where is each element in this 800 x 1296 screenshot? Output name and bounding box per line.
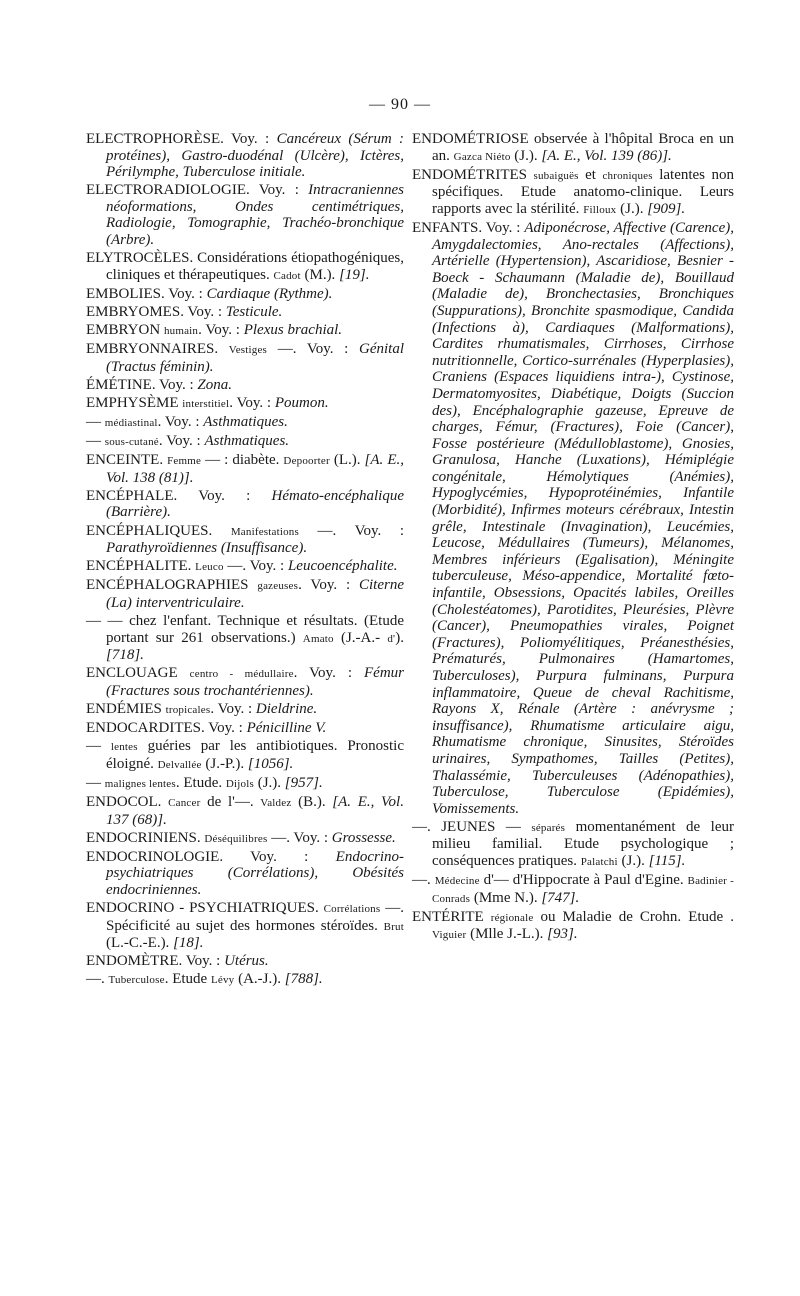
entry-text: [19]. [339, 266, 370, 283]
entry-text: [957]. [284, 774, 323, 791]
entry-text: ENDOMÉTRITES [412, 166, 534, 183]
entry-text: ENDOCRINO - PSYCHIATRIQUES. [86, 900, 324, 917]
entry-text: Testicule. [225, 303, 283, 320]
entry-text: Plexus brachial. [243, 322, 343, 339]
entry-text: (J.). [616, 200, 648, 217]
entry-text: lentes [110, 741, 138, 754]
index-entry [86, 701, 404, 719]
entry-text: Déséquilibres [204, 832, 268, 845]
entry-text: —. Voy. : [267, 341, 359, 358]
index-entry [412, 220, 734, 817]
index-entry [86, 720, 404, 737]
entry-text: Asthmatiques. [203, 414, 288, 430]
index-entry [86, 377, 404, 394]
entry-text: Cadot [273, 269, 301, 282]
entry-text: [93]. [547, 926, 578, 943]
entry-text: ENCÉPHALITE. [86, 558, 196, 575]
entry-text: EMBRYON [86, 322, 164, 339]
entry-text: [115]. [648, 853, 686, 870]
entry-text: d' [387, 632, 396, 645]
entry-text: Poumon. [274, 394, 329, 411]
entry-text: Pénicilline V. [246, 720, 327, 737]
index-entry [86, 849, 404, 899]
entry-text: — : diabète. [201, 452, 284, 469]
entry-text: Génital (Tractus féminin). [106, 341, 404, 375]
entry-text: (Mlle J.-L.). [466, 926, 548, 943]
entry-text: [909]. [647, 200, 686, 217]
index-entry [86, 433, 404, 451]
entry-text: ENCEINTE. [86, 452, 168, 469]
entry-text: Dieldrine. [255, 701, 318, 717]
entry-text: . Voy. : [293, 665, 365, 682]
index-entry [86, 523, 404, 557]
entry-text: Brut [383, 920, 404, 933]
index-entry [86, 577, 404, 611]
entry-text: Filloux [583, 203, 617, 216]
entry-text: — [86, 414, 105, 430]
entry-text: Adiponécrose, Affective (Carence), Amygdalectomies, Ano-rectales (Affections), Artérielle (Hypertension), Ascaridiose, Besnier - Boeck - Schaumann (Maladie de), Bouillaud (Maladie de), Bronchectasies, Bronchiques (Suppurations), Bronchite spasmodique, Candida (Infections à), Cardiaques (Malformations), Cardites rhumatismales, Cirrhoses, Cirrhose nutritionnelle, Cortico-surrénales (Hyperplasies), Craniens (Espaces liquidiens intra-), Cystinose, Dermatomyosites, Diabétique, Doigts (Succion des), Encéphalographie gazeuse, Epreuve de charges, Fémur, (Fractures), Foie (Cancer), Fosse postérieure (Médulloblastome), Gnosies, Granulosa, Hanche (Luxations), Hémiplégie congénitale, Hémolytiques (Anémies), Hypoglycémies, Hypoprotéinémies, Infantile (Morbidité), Infirmes moteurs cérébraux, Intestin grêle, Intestinale (Invagination), Leucémies, Leucose, Médullaires (Tumeurs), Mélanomes, Membres inférieurs (Egalisation), Méningite tuberculeuse, Méso-appendice, Mortalité fœto-infantile, Obsessions, Opacités labiles, Oreilles (Cholestéatomes), Parotidites, Pleurésies, Plèvre (Cancer), Pneumopathies virales, Poignet (Fractures), Poliomyélitiques, Préanesthésies, Prématurés, Pulmonaires (Hamartomes, Tuberculoses), Purpura fulminans, Purpura inflammatoire, Queue de cheval Rachitisme, Rayons X, Rénale (Artère : anévrysme ; insuffisance), Rhumatisme articulaire aigu, Rhumatisme chronique, Sinusites, Stéroïdes urinaires, Sympathomes, Tailles (Petites), Thalassémie, Tuberculeuses (Adénopathies), Tuberculose, Tuberculose (Epidémies), Vomissements. [432, 219, 734, 817]
entry-text: Valdez [260, 796, 292, 809]
entry-text: Utérus. [224, 953, 269, 970]
entry-text: ENTÉRITE [412, 908, 491, 925]
entry-text: (L.). [329, 452, 365, 469]
entry-text: —. Voy. : [299, 522, 404, 539]
entry-text: ENDOCRINOLOGIE. Voy. : [86, 848, 336, 865]
entry-text: —. Voy. : [223, 558, 288, 575]
entry-text: [A. E., Vol. 137 (68)]. [106, 793, 404, 828]
entry-text: Médecine [434, 875, 480, 888]
entry-text: Zona. [197, 376, 232, 393]
entry-text: Cancéreux (Sérum : protéines), Gastro-duodénal (Ulcère), Ictères, Périlymphe, Tuberculose initiale. [106, 131, 405, 181]
entry-text: Cardiaque (Rythme). [206, 285, 333, 302]
entry-text: —. Spécificité au sujet des hormones stéroïdes. [106, 900, 404, 934]
entry-text: humain [163, 325, 199, 338]
entry-text: Viguier [432, 929, 467, 942]
entry-text: ENDOMÉTRIOSE observée à l'hôpital Broca en un an. [412, 131, 734, 164]
entry-text: . Voy. : [229, 394, 275, 411]
entry-text: . Voy. : [210, 701, 256, 717]
index-entry [86, 900, 404, 952]
entry-text: —. [412, 872, 435, 889]
entry-text: ENFANTS. Voy. : [412, 219, 525, 236]
entry-text: ENDOMÈTRE. Voy. : [86, 953, 225, 970]
entry-text: . Voy. : [298, 577, 359, 594]
index-entry [86, 395, 404, 413]
entry-text: ENDOCRINIENS. [86, 829, 205, 846]
entry-text: Cancer [168, 796, 201, 809]
index-entry [86, 775, 404, 793]
entry-text: (B.). [291, 793, 333, 810]
entry-text: interstitiel [182, 397, 230, 410]
entry-text: ENCÉPHALOGRAPHIES [86, 577, 258, 594]
index-entry [86, 250, 404, 284]
index-entry [86, 613, 404, 664]
entry-text: Dijols [225, 777, 254, 790]
entry-text: latentes non spécifiques. Etude anatomo-clinique. Leurs rapports avec la stérilité. [432, 166, 734, 217]
entry-text: [A. E., Vol. 138 (81)]. [106, 452, 404, 486]
entry-text: (J.-P.). [201, 755, 248, 772]
entry-text: chroniques [602, 169, 653, 182]
entry-text: — [86, 433, 105, 450]
entry-text: séparés [531, 821, 566, 834]
entry-text: [788]. [284, 971, 323, 988]
index-entry [86, 414, 404, 432]
entry-text: ENDOCARDITES. Voy. : [86, 720, 247, 737]
entry-text: [A. E., Vol. 139 (86)]. [541, 147, 672, 164]
index-entry [86, 488, 404, 521]
index-entry [86, 182, 404, 248]
entry-text: Endocrino-psychiatriques (Corrélations), Obésités endocriniennes. [106, 848, 404, 898]
entry-text: (J.-A.- [333, 629, 388, 646]
entry-text: (Mme N.). [470, 889, 542, 906]
entry-text: ELECTROPHORÈSE. Voy. : [86, 131, 277, 147]
entry-text: [747]. [541, 889, 580, 906]
entry-text: (J.). [510, 147, 542, 164]
entry-text: Gazca Niéto [453, 150, 511, 163]
entry-text: —. JEUNES — [412, 818, 532, 835]
page-number: — 90 — [369, 96, 431, 113]
entry-text: Citerne (La) interventriculaire. [106, 577, 404, 611]
entry-text: Lévy [210, 974, 235, 987]
entry-text: ENDOCOL. [86, 793, 169, 810]
entry-text: [718]. [106, 647, 144, 664]
entry-text: malignes lentes [104, 777, 176, 790]
index-entry [412, 131, 734, 165]
index-entry [412, 909, 734, 944]
entry-text: Depoorter [283, 455, 330, 468]
entry-text: —. [86, 971, 109, 988]
entry-text: ENCÉPHALE. Voy. : [86, 487, 272, 504]
entry-text: sous-cutané [104, 436, 159, 449]
entry-text: —. Voy. : [267, 829, 332, 846]
entry-text: EMBOLIES. Voy. : [86, 285, 207, 302]
entry-text: ELYTROCÈLES. Considérations étiopathogéniques, cliniques et thérapeutiques. [86, 250, 404, 283]
index-entry [86, 665, 404, 699]
entry-text: Intracraniennes néoformations, Ondes centimétriques, Radiologie, Tomographie, Trachéo-bronchique (Arbre). [106, 182, 404, 249]
entry-text: ÉMÉTINE. Voy. : [86, 376, 198, 393]
entry-text: Amato [302, 632, 334, 645]
entry-text: — [86, 774, 105, 791]
index-entry [412, 167, 734, 219]
entry-text: momentanément de leur milieu familial. Etude psychologique ; conséquences pratiques. [432, 818, 734, 870]
entry-text: . Etude. [175, 774, 226, 791]
entry-text: ou Maladie de Crohn. Etude . [533, 908, 734, 925]
entry-text: — — chez l'enfant. Technique et résultats. (Etude portant sur 261 observations.) [86, 613, 404, 646]
entry-text: . Voy. : [157, 414, 204, 430]
entry-text: Grossesse. [331, 829, 396, 846]
entry-text: d'— d'Hippocrate à Paul d'Egine. [479, 872, 688, 889]
entry-text: Fémur (Fractures sous trochantériennes). [106, 665, 405, 699]
entry-text: EMBRYONNAIRES. [86, 341, 229, 358]
entry-text: gazeuses [257, 580, 299, 593]
entry-text: régionale [490, 911, 534, 924]
entry-text: . Etude [164, 971, 211, 988]
entry-text: Manifestations [230, 525, 299, 538]
index-entry [86, 971, 404, 989]
entry-text: Hémato-encéphalique (Barrière). [106, 487, 404, 521]
entry-text: (A.-J.). [234, 971, 285, 988]
entry-text: centro - médullaire [189, 668, 294, 681]
entry-text: . Voy. : [198, 322, 244, 339]
index-entry [86, 953, 404, 970]
index-entry [86, 452, 404, 486]
entry-text: guéries par les antibiotiques. Pronostic éloigné. [106, 738, 405, 772]
entry-text: ENDÉMIES [86, 701, 166, 717]
entry-text: ELECTRORADIOLOGIE. Voy. : [86, 182, 309, 199]
index-column-left [86, 131, 404, 991]
entry-text: médiastinal [104, 417, 158, 429]
entry-text: de l'—. [200, 793, 261, 810]
index-entry [86, 131, 404, 181]
entry-text: (M.). [300, 266, 340, 283]
index-entry [412, 819, 734, 871]
entry-text: et [578, 166, 603, 183]
entry-text: tropicales [165, 704, 211, 716]
index-column-right [412, 131, 734, 946]
index-entry [412, 872, 734, 907]
index-entry [86, 794, 404, 828]
entry-text: [18]. [173, 935, 204, 952]
entry-text: ). [395, 629, 404, 646]
entry-text: — [86, 738, 111, 755]
entry-text: EMPHYSÈME [86, 394, 183, 411]
entry-text: Parathyroïdiennes (Insuffisance). [106, 540, 308, 557]
entry-text: Femme [167, 455, 202, 468]
entry-text: Leucoencéphalite. [287, 558, 398, 575]
entry-text: Palatchi [580, 856, 618, 869]
entry-text: (L.-C.-E.). [106, 935, 174, 952]
entry-text: (J.). [253, 774, 285, 791]
index-entry [86, 304, 404, 321]
entry-text: Tuberculose [108, 974, 165, 987]
index-entry [86, 286, 404, 303]
entry-text: (J.). [617, 853, 649, 870]
index-entry [86, 830, 404, 848]
entry-text: . Voy. : [158, 433, 205, 450]
entry-text: Asthmatiques. [204, 433, 290, 450]
entry-text: Delvallée [157, 758, 202, 771]
index-entry [86, 738, 404, 773]
entry-text: Vestiges [228, 344, 268, 357]
index-entry [86, 322, 404, 340]
entry-text: ENCLOUAGE [86, 665, 190, 682]
index-entry [86, 341, 404, 375]
entry-text: [1056]. [247, 755, 294, 772]
entry-text: Leuco [195, 561, 224, 574]
entry-text: ENCÉPHALIQUES. [86, 522, 231, 539]
index-entry [86, 558, 404, 576]
entry-text: Badinier - Conrads [432, 875, 734, 905]
entry-text: Corrélations [323, 903, 381, 916]
entry-text: subaiguës [533, 169, 579, 182]
entry-text: EMBRYOMES. Voy. : [86, 303, 226, 320]
